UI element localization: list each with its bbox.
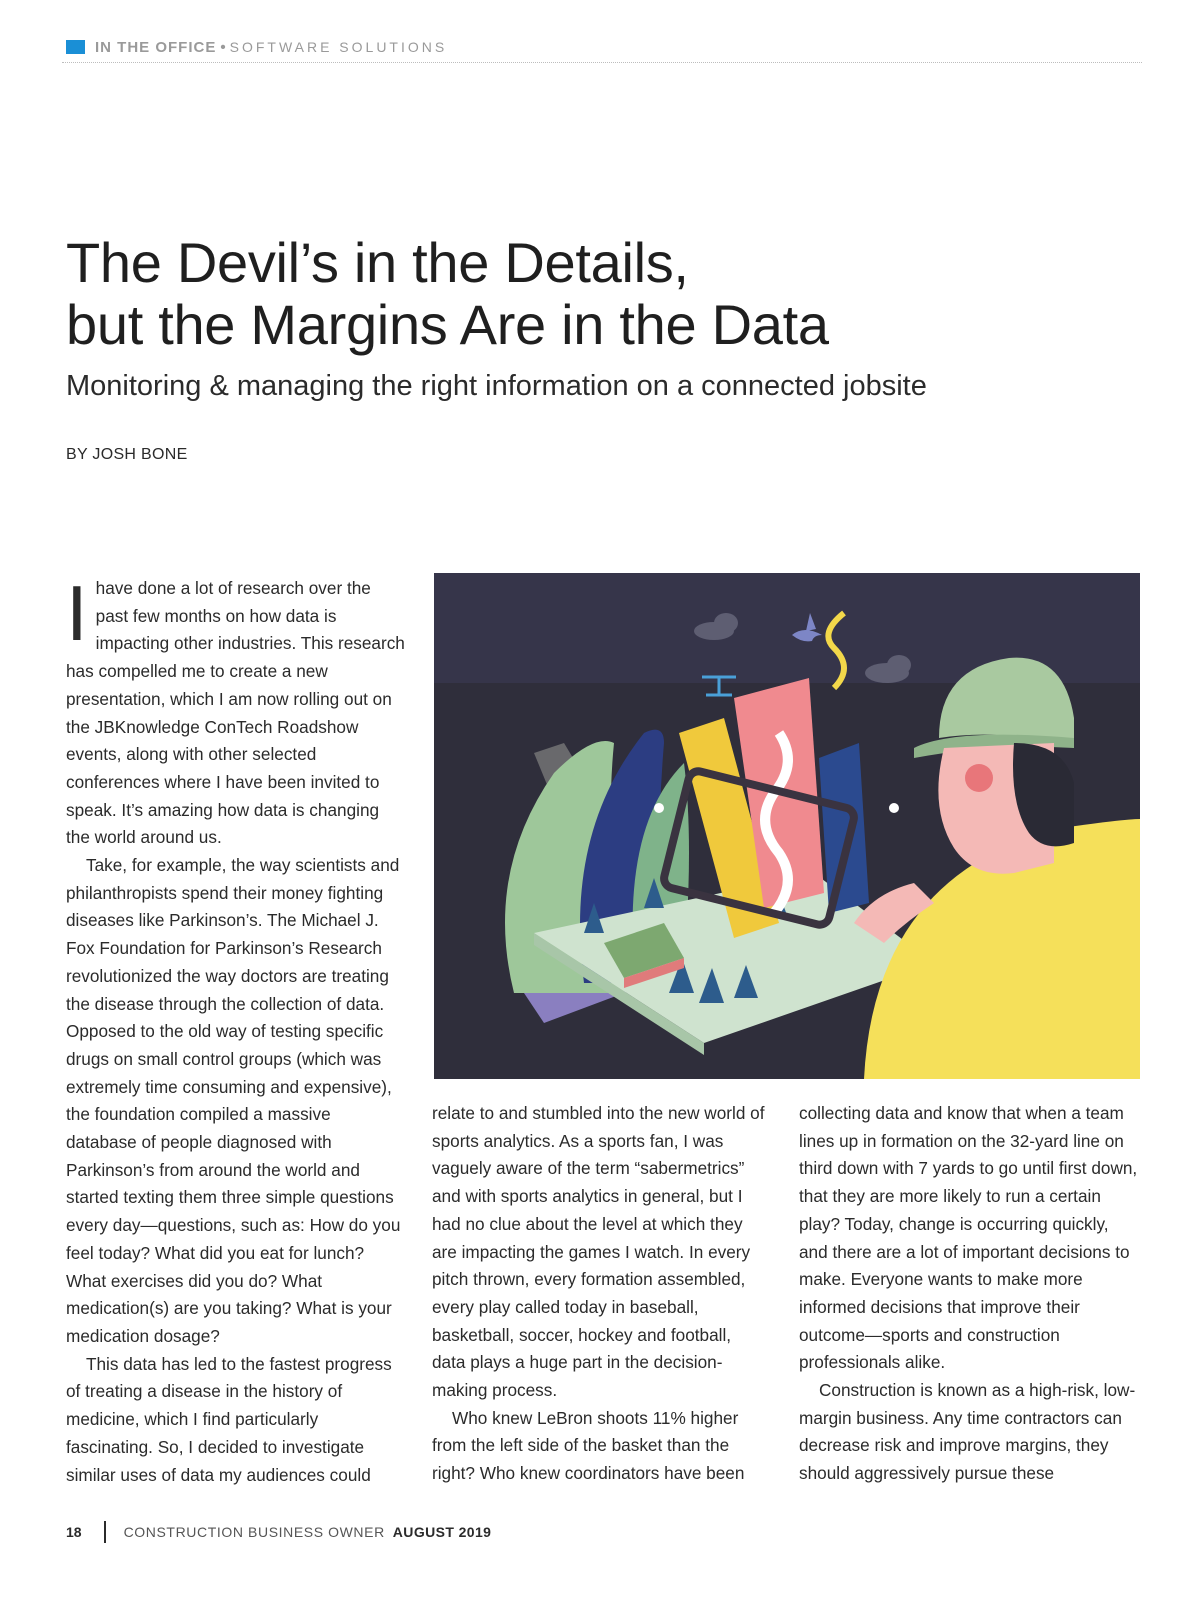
article-subtitle: Monitoring & managing the right information on a connected jobsite <box>66 370 927 402</box>
section-color-square <box>66 40 85 54</box>
paragraph: collecting data and know that when a team lines up in formation on the 32-yard line on third down with 7 yards to go until first down, that they are more likely to run a certain play? Today, change is occurring quickly, and there are a lot of important decisions to make. Everyone wants to make more informed decisions that improve their outcome—sports and construction professionals alike. <box>799 1103 1138 1373</box>
paragraph: Construction is known as a high-risk, low-margin business. Any time contractors can decrease risk and improve margins, they should aggressively pursue these <box>799 1380 1136 1484</box>
title-line-2: but the Margins Are in the Data <box>66 293 829 356</box>
article-title <box>66 232 829 356</box>
page-number: 18 <box>66 1524 82 1540</box>
construction-data-illustration <box>434 573 1140 1079</box>
subsection-name: SOFTWARE SOLUTIONS <box>229 39 448 55</box>
section-name: IN THE OFFICE <box>95 38 217 56</box>
section-separator: • <box>220 38 226 56</box>
paragraph-text: have done a lot of research over the past few months on how data is impacting other industries. This research has compelled me to create a new presentation, which I am now rolling out on the JBKnowledge ConTech Roadshow events, along with other selected conferences where I have been invited to speak. It’s amazing how data is changing the world around us. <box>66 578 405 848</box>
paragraph: Who knew LeBron shoots 11% higher from the left side of the basket than the right? Who knew coordinators have been <box>432 1407 745 1484</box>
article-illustration <box>434 573 1140 1079</box>
page-footer <box>66 1521 491 1543</box>
publication-name: CONSTRUCTION BUSINESS OWNER <box>123 1524 385 1540</box>
paragraph <box>66 569 406 852</box>
text-column-1 <box>66 569 406 1489</box>
section-header <box>66 37 447 57</box>
paragraph: This data has led to the fastest progress of treating a disease in the history of medicine, which I find particularly fascinating. So, I decided to investigate similar uses of data my audiences could <box>66 1353 392 1485</box>
paragraph: relate to and stumbled into the new world of sports analytics. As a sports fan, I was vaguely aware of the term “sabermetrics” and with sports analytics in general, but I had no clue about the level at which they are impacting the games I watch. In every pitch thrown, every formation assembled, every play called today in baseball, basketball, soccer, hockey and football, data plays a huge part in the decision-making process. <box>432 1103 765 1401</box>
text-column-3 <box>799 1100 1141 1488</box>
paragraph: Take, for example, the way scientists and philanthropists spend their money fighting diseases like Parkinson’s. The Michael J. Fox Foundation for Parkinson’s Research revolutionized the way doctors are treating the disease through the collection of data. Opposed to the old way of testing specific drugs on small control groups (which was extremely time consuming and expensive), the foundation compiled a massive database of people diagnosed with Parkinson’s from around the world and started texting them three simple questions every day—questions, such as: How do you feel today? What did you eat for lunch? What exercises did you do? What medication(s) are you taking? What is your medication dosage? <box>66 855 401 1346</box>
header-divider <box>62 62 1142 63</box>
footer-divider <box>104 1521 106 1543</box>
drop-cap: I <box>66 569 88 657</box>
byline: BY JOSH BONE <box>66 446 188 463</box>
title-line-1: The Devil’s in the Details, <box>66 231 689 294</box>
issue-date: AUGUST 2019 <box>392 1524 492 1540</box>
text-column-2 <box>432 1100 768 1488</box>
